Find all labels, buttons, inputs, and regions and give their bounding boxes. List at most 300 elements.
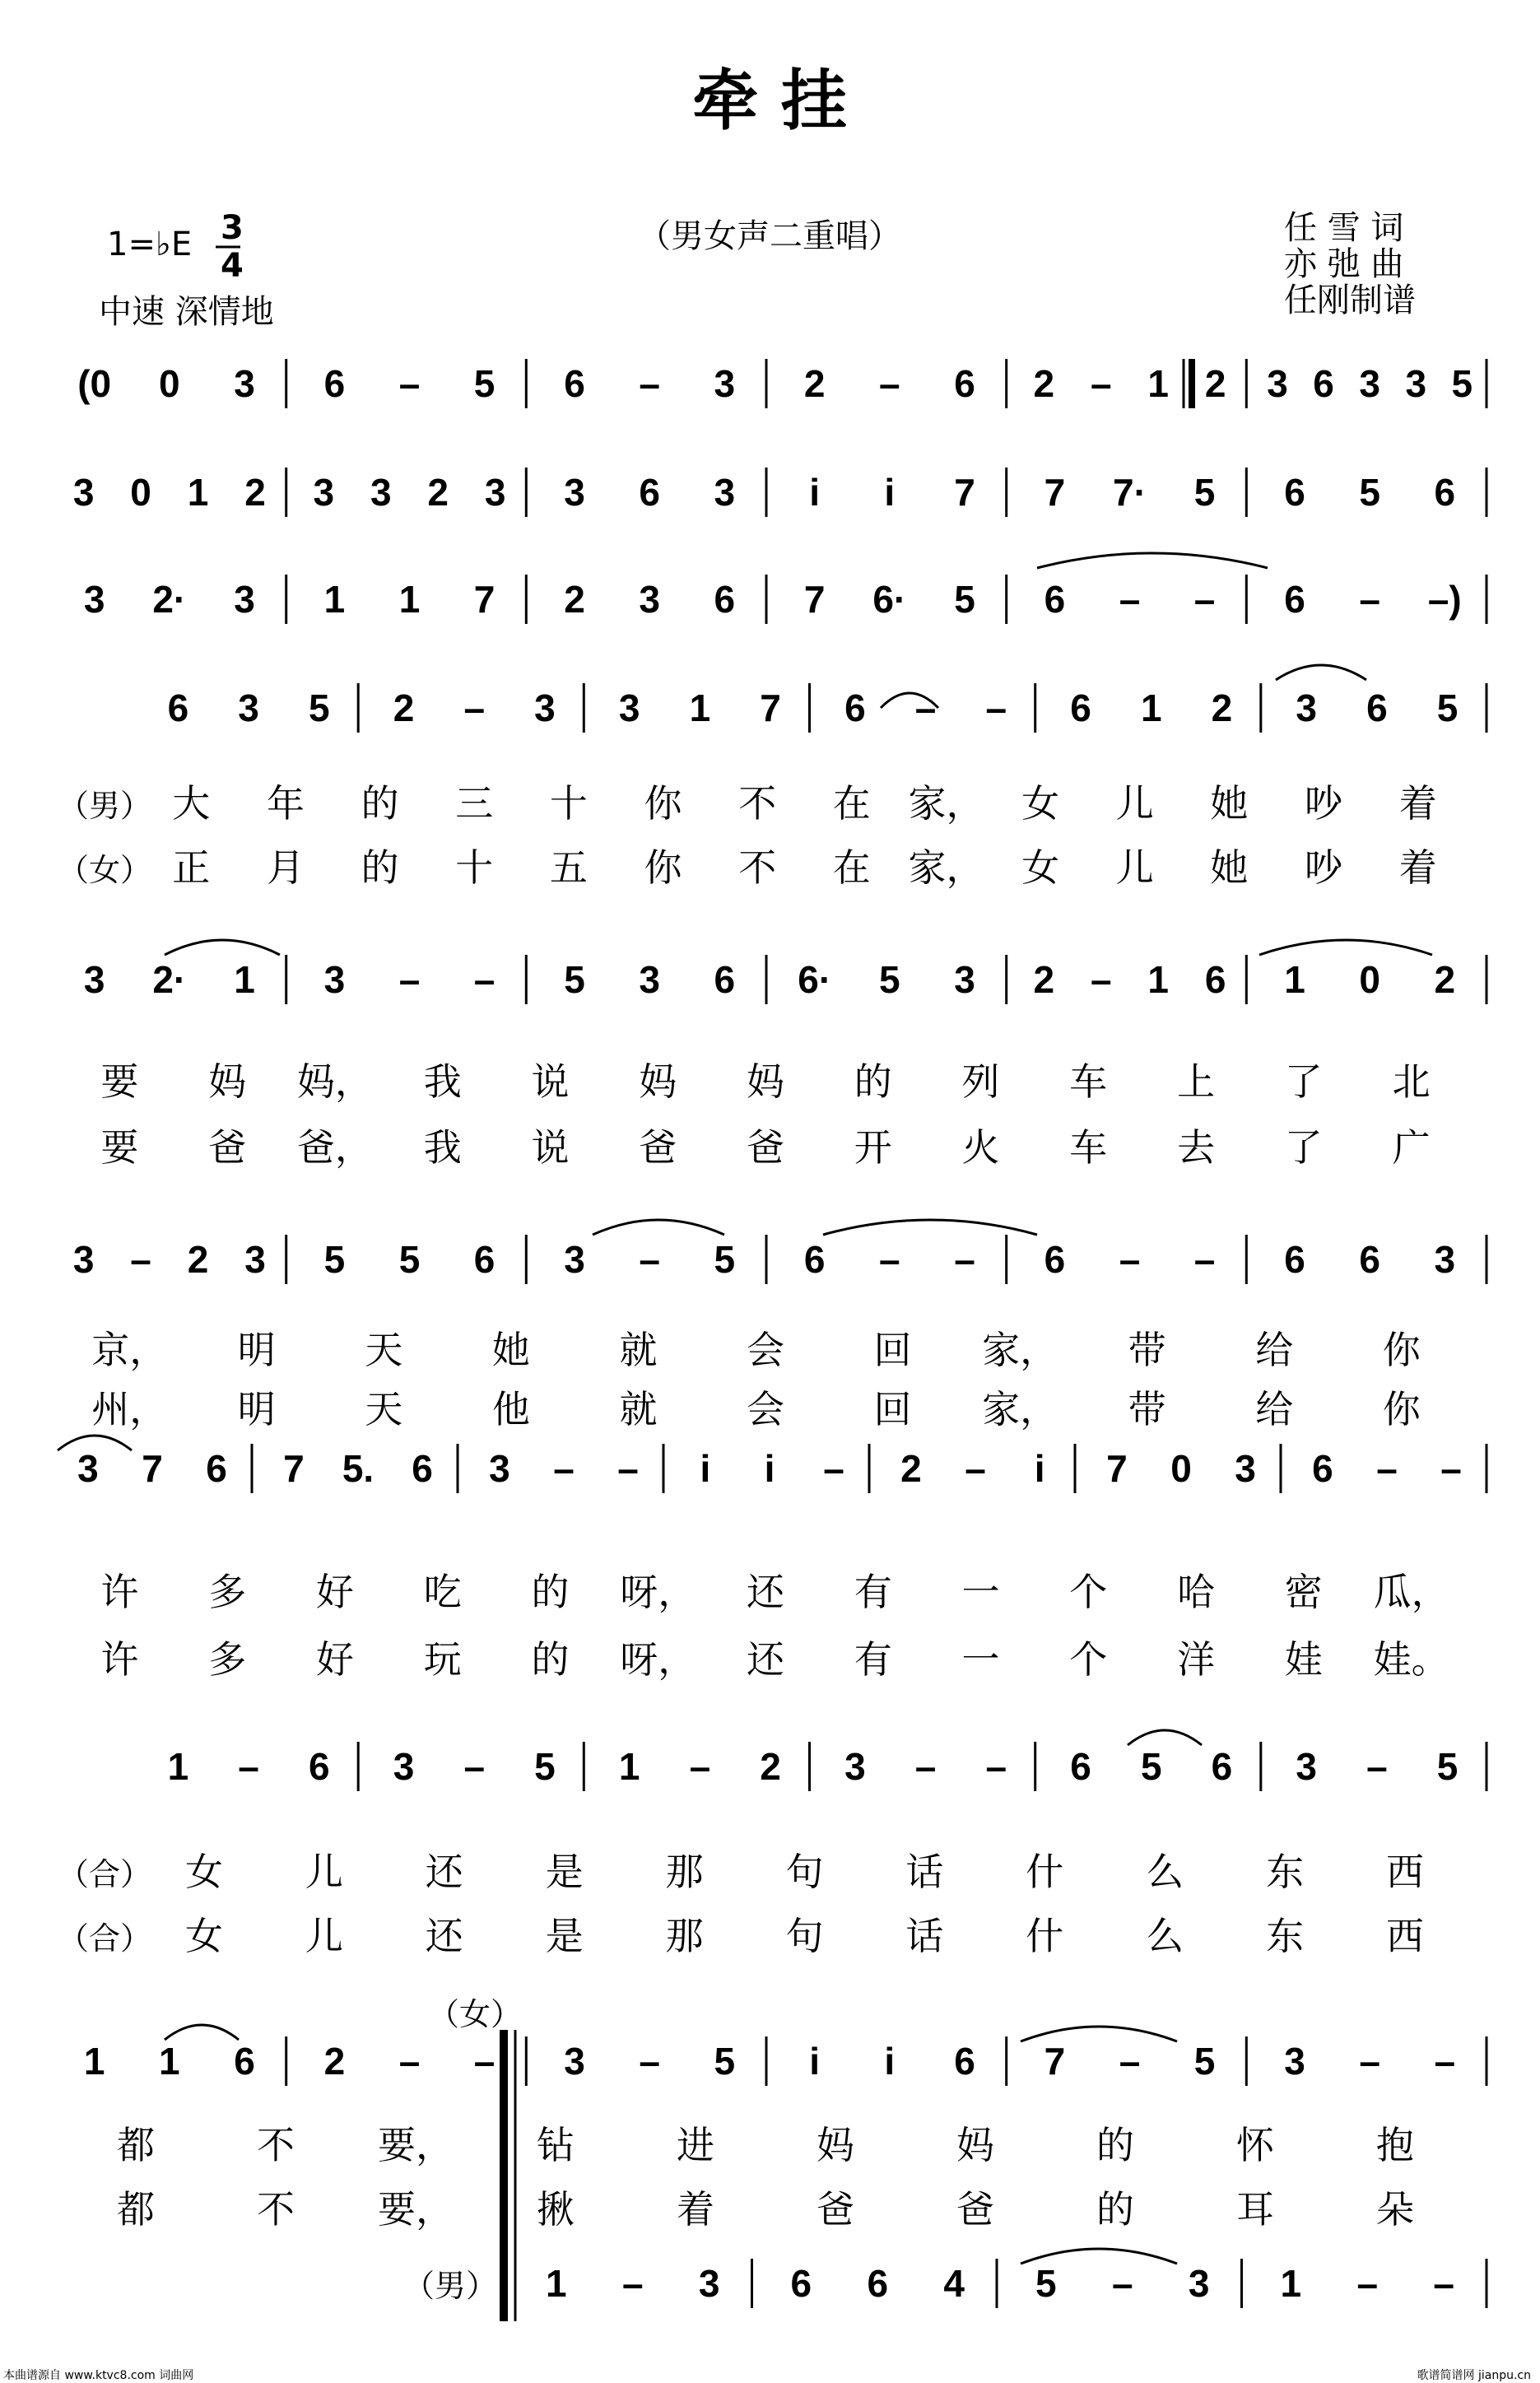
note: 2	[187, 1238, 209, 1281]
lyric-syllable: 东	[1266, 1850, 1305, 1894]
note: 3	[564, 471, 585, 514]
note: 3	[1188, 2262, 1210, 2305]
lyric-syllable: 好	[315, 1570, 354, 1614]
note: 3	[323, 958, 346, 1001]
note: 1	[1284, 958, 1305, 1001]
note: –	[639, 362, 660, 405]
lyric-syllable: 爸	[817, 2187, 854, 2232]
system-7	[77, 1444, 1486, 1682]
lyric-syllable: 在	[832, 781, 871, 826]
note: 1	[323, 578, 346, 621]
note: –	[1193, 578, 1216, 621]
note: 7	[473, 578, 495, 621]
note: –	[1356, 2262, 1379, 2305]
note: 6	[954, 362, 975, 405]
note: –)	[1427, 578, 1462, 621]
lyric-syllable: 年	[267, 781, 305, 826]
lyric-syllable: 朵	[1376, 2187, 1414, 2232]
lyric-syllable: 你	[644, 781, 682, 826]
lyric-syllable: 呀，	[620, 1637, 696, 1682]
system-2	[73, 468, 1486, 517]
system-9	[84, 1996, 1486, 2232]
lyric-syllable: 多	[208, 1637, 247, 1682]
note: 3	[1296, 687, 1317, 729]
lyric-syllable: 还	[747, 1570, 784, 1614]
lyric-syllable: 就	[619, 1387, 658, 1431]
lyric-syllable: 女	[1021, 845, 1060, 890]
song-title: 牵 挂	[692, 62, 847, 139]
lyric-syllable: 许	[100, 1637, 139, 1682]
note: i	[809, 471, 821, 514]
lyric-syllable: 带	[1128, 1328, 1166, 1372]
note: i	[884, 471, 896, 514]
lyric-syllable: 玩	[423, 1637, 462, 1682]
lyric-syllable: 抱	[1376, 2123, 1414, 2167]
part-label: （合）	[58, 1920, 152, 1957]
note: 6	[473, 1238, 495, 1281]
note: 6	[1070, 687, 1091, 729]
system-5	[84, 955, 1486, 1170]
lyric-syllable: 我	[423, 1059, 462, 1104]
lyric-syllable: 的	[361, 781, 399, 826]
lyric-syllable: 你	[1382, 1328, 1421, 1372]
note: 6	[309, 1745, 330, 1788]
lyric-syllable: 吵	[1305, 845, 1342, 890]
lyric-syllable: 西	[1386, 1850, 1424, 1894]
note: 4	[943, 2262, 965, 2305]
note: 6	[1070, 1745, 1091, 1788]
lyric-syllable: 密	[1284, 1570, 1323, 1614]
note: 2	[760, 1745, 781, 1788]
note: –	[879, 1238, 900, 1281]
note: –	[398, 362, 421, 405]
lyric-syllable: 大	[172, 781, 211, 826]
lyric-syllable: 是	[545, 1850, 584, 1894]
note: –	[130, 1238, 151, 1281]
note: 7	[142, 1447, 163, 1490]
lyric-syllable: 女	[1021, 781, 1060, 826]
system-4	[58, 683, 1486, 890]
note: 1	[159, 2040, 180, 2083]
lyric-syllable: 的	[854, 1059, 892, 1104]
lyric-syllable: 月	[267, 845, 305, 890]
note: 2	[427, 471, 449, 514]
note: 6	[639, 471, 660, 514]
lyric-syllable: 的	[1096, 2187, 1134, 2232]
lyric-syllable: 西	[1386, 1914, 1424, 1958]
lyric-syllable: 个	[1069, 1637, 1108, 1682]
note: –	[1112, 2262, 1133, 2305]
note: 0	[130, 471, 151, 514]
note: 5	[714, 1238, 736, 1281]
note: –	[622, 2262, 644, 2305]
note: 3	[1434, 1238, 1456, 1281]
lyric-syllable: 的	[531, 1570, 570, 1614]
note: 3	[1235, 1447, 1256, 1490]
note: 7	[1044, 471, 1066, 514]
note: –	[985, 687, 1007, 729]
lyric-syllable: 耳	[1236, 2187, 1274, 2232]
note: 5	[879, 958, 900, 1001]
note: 2	[1033, 958, 1055, 1001]
note: 3	[844, 1745, 866, 1788]
lyric-syllable: 有	[854, 1637, 892, 1682]
lyric-syllable: 说	[531, 1059, 570, 1104]
note: 6·	[798, 958, 832, 1001]
lyric-syllable: 还	[425, 1914, 463, 1958]
lyric-syllable: 钻	[537, 2123, 575, 2167]
lyric-syllable: 揪	[537, 2187, 575, 2232]
lyric-syllable: 妈	[956, 2123, 994, 2167]
lyric-syllable: 不	[257, 2187, 295, 2232]
lyric-syllable: 要，	[378, 2187, 454, 2232]
slur	[823, 1220, 1037, 1235]
note: 0	[159, 362, 180, 405]
lyric-syllable: 吵	[1305, 781, 1342, 826]
note: 5	[1193, 471, 1216, 514]
note: 5	[564, 958, 585, 1001]
note: –	[1366, 1745, 1388, 1788]
lyric-syllable: 会	[747, 1328, 784, 1372]
lyric-syllable: 许	[100, 1570, 139, 1614]
note: –	[914, 1745, 937, 1788]
note: 5	[473, 362, 495, 405]
lyric-syllable: 他	[491, 1387, 530, 1431]
lyric-syllable: 着	[1398, 781, 1437, 826]
note: –	[463, 1745, 486, 1788]
note: 0	[1170, 1447, 1192, 1490]
note: 5	[1035, 2262, 1057, 2305]
slur	[1259, 940, 1432, 955]
note: 7	[1044, 2040, 1066, 2083]
note: –	[553, 1447, 575, 1490]
note: i	[884, 2040, 896, 2083]
system-3	[84, 575, 1486, 624]
note: 1	[187, 471, 209, 514]
lyric-syllable: 她	[491, 1328, 530, 1372]
lyric-syllable: 呀，	[620, 1570, 696, 1614]
lyric-syllable: 回	[873, 1328, 912, 1372]
system-10	[403, 2259, 1486, 2308]
lyric-syllable: 有	[854, 1570, 892, 1614]
note: –	[985, 1745, 1007, 1788]
note: 3	[234, 578, 255, 621]
note: 6	[564, 362, 585, 405]
note: –	[1359, 2040, 1380, 2083]
note: 3	[564, 1238, 585, 1281]
note: –	[1091, 362, 1112, 405]
lyric-syllable: 天	[365, 1387, 403, 1431]
note: 6	[714, 958, 736, 1001]
note: 3	[393, 1745, 415, 1788]
lyric-syllable: 着	[1398, 845, 1437, 890]
lyric-syllable: 妈	[208, 1059, 247, 1104]
note: 3	[489, 1447, 510, 1490]
lyric-syllable: 儿	[1115, 781, 1154, 826]
lyric-syllable: 天	[365, 1328, 403, 1372]
lyric-syllable: 的	[531, 1637, 570, 1682]
note: 3	[1359, 362, 1380, 405]
note: 6	[844, 687, 866, 729]
lyric-syllable: 的	[1096, 2123, 1134, 2167]
note: 6	[206, 1447, 227, 1490]
note: –	[1119, 578, 1141, 621]
note: 5	[954, 578, 975, 621]
note: 3	[83, 578, 105, 621]
lyric-syllable: 家，	[982, 1328, 1058, 1372]
note: 5	[1141, 1745, 1162, 1788]
lyric-syllable: 都	[117, 2123, 155, 2167]
lyric-syllable: 不	[257, 2123, 295, 2167]
note: 6	[1284, 578, 1305, 621]
note: 3	[1296, 1745, 1317, 1788]
note: 3	[698, 2262, 720, 2305]
lyric-syllable: 家，	[908, 845, 984, 890]
note: 6	[1204, 958, 1226, 1001]
lyric-syllable: 说	[531, 1125, 570, 1170]
lyric-syllable: 明	[237, 1387, 276, 1431]
note: 6	[1044, 578, 1066, 621]
note: 2	[564, 578, 585, 621]
lyric-syllable: 娃	[1284, 1637, 1323, 1682]
lyric-syllable: 女	[185, 1850, 223, 1894]
note: 3	[639, 958, 660, 1001]
lyric-syllable: 给	[1255, 1387, 1294, 1431]
lyric-syllable: 回	[873, 1387, 912, 1431]
system-6	[73, 1235, 1486, 1431]
note: –	[954, 1238, 975, 1281]
note: 1	[618, 1745, 640, 1788]
lyric-syllable: 哈	[1177, 1570, 1216, 1614]
score-systems	[58, 359, 1486, 2321]
note: 3	[1284, 2040, 1305, 2083]
lyric-syllable: 你	[644, 845, 682, 890]
credit-engraver: 任刚制谱	[1284, 282, 1416, 319]
lyric-syllable: 爸	[639, 1125, 677, 1170]
note: 7	[954, 471, 975, 514]
note: 6	[1211, 1745, 1233, 1788]
system-1	[77, 359, 1486, 408]
note: 2	[803, 362, 826, 405]
lyric-syllable: 么	[1146, 1850, 1184, 1894]
note: i	[764, 1447, 775, 1490]
key-signature: 1=♭E	[107, 226, 193, 263]
note: 3	[72, 1238, 95, 1281]
note: 6	[803, 1238, 826, 1281]
lyric-syllable: 我	[423, 1125, 462, 1170]
note: –	[238, 1745, 259, 1788]
note: –	[473, 958, 495, 1001]
lyric-syllable: 什	[1026, 1914, 1064, 1958]
note: 1	[83, 2040, 105, 2083]
lyric-syllable: 娃。	[1373, 1637, 1449, 1682]
note: 3	[244, 1238, 266, 1281]
lyric-syllable: 话	[905, 1850, 944, 1894]
note: 2	[244, 471, 266, 514]
note: 3	[238, 687, 259, 729]
note: 2·	[152, 958, 187, 1001]
lyric-syllable: 十	[549, 781, 588, 826]
lyric-syllable: 十	[455, 845, 494, 890]
lyric-syllable: 你	[1382, 1387, 1421, 1431]
lyric-syllable: 个	[1069, 1570, 1108, 1614]
lyric-syllable: 要	[100, 1125, 139, 1170]
note: 2	[1033, 362, 1055, 405]
note: –	[617, 1447, 639, 1490]
note: –	[823, 1447, 844, 1490]
lyric-syllable: 了	[1284, 1125, 1323, 1170]
note: 2·	[152, 578, 187, 621]
note: 7	[803, 578, 826, 621]
lyric-syllable: 爸	[208, 1125, 247, 1170]
lyric-syllable: 东	[1266, 1914, 1305, 1958]
note: 0	[1359, 958, 1380, 1001]
note: 2	[1434, 958, 1456, 1001]
note: –	[1376, 1447, 1398, 1490]
note: –	[1119, 2040, 1141, 2083]
part-label: （男）	[58, 788, 152, 824]
lyric-syllable: 五	[549, 845, 588, 890]
lyric-syllable: 带	[1128, 1387, 1166, 1431]
lyric-syllable: 还	[425, 1850, 463, 1894]
lyric-syllable: 不	[738, 845, 777, 890]
note: 1	[234, 958, 255, 1001]
lyric-syllable: 京，	[91, 1328, 168, 1372]
part-label-female: （女）	[428, 1996, 523, 2032]
lyric-syllable: 吃	[423, 1570, 462, 1614]
note: 3	[484, 471, 506, 514]
note: 1	[546, 2262, 567, 2305]
note: 5	[323, 1238, 346, 1281]
time-signature-numerator: 3	[221, 209, 244, 247]
note: 6	[867, 2262, 889, 2305]
note: 5	[1451, 362, 1473, 405]
note: 5	[309, 687, 330, 729]
note: 3	[234, 362, 255, 405]
lyric-syllable: 火	[961, 1125, 1000, 1170]
note: 3	[639, 578, 660, 621]
subtitle: （男女声二重唱）	[638, 217, 901, 255]
note: 1	[689, 687, 711, 729]
lyric-syllable: 给	[1255, 1328, 1294, 1372]
note: –	[965, 1447, 986, 1490]
lyric-syllable: 她	[1210, 781, 1249, 826]
note: –	[1091, 958, 1112, 1001]
note: 7	[760, 687, 781, 729]
lyric-syllable: 进	[677, 2123, 714, 2167]
lyric-syllable: 了	[1284, 1059, 1323, 1104]
note: 5	[1436, 687, 1459, 729]
credit-composer: 亦 弛 曲	[1284, 245, 1404, 283]
lyric-syllable: 么	[1146, 1914, 1184, 1958]
note: 6	[1434, 471, 1456, 514]
note: 3	[714, 362, 736, 405]
slur	[1276, 665, 1366, 680]
note: 1	[398, 578, 421, 621]
note: 1	[1147, 362, 1169, 405]
time-signature-denominator: 4	[221, 247, 244, 285]
note: 5	[1436, 1745, 1459, 1788]
lyric-syllable: 明	[237, 1328, 276, 1372]
note: 6	[714, 578, 736, 621]
note: 6	[412, 1447, 433, 1490]
note: –	[639, 1238, 660, 1281]
note: 3	[1405, 362, 1427, 405]
lyric-syllable: 家，	[908, 781, 984, 826]
note: –	[689, 1745, 711, 1788]
note: 6	[323, 362, 346, 405]
part-label: （女）	[58, 852, 152, 888]
note: 6	[1284, 1238, 1305, 1281]
note: 5	[534, 1745, 556, 1788]
note: 6	[1044, 1238, 1066, 1281]
slur	[1037, 553, 1268, 568]
lyric-syllable: 要，	[378, 2123, 454, 2167]
lyric-syllable: 句	[785, 1914, 824, 1958]
lyric-syllable: 妈	[747, 1059, 784, 1104]
note: –	[879, 362, 900, 405]
note: 3	[72, 471, 95, 514]
note: 3	[618, 687, 640, 729]
slur	[1128, 1730, 1202, 1745]
note: i	[809, 2040, 821, 2083]
note: 3	[313, 471, 335, 514]
note: 3	[534, 687, 556, 729]
note: –	[1359, 578, 1380, 621]
note: –	[1434, 2040, 1456, 2083]
lyric-syllable: 那	[665, 1914, 704, 1958]
note: 6	[167, 687, 189, 729]
lyric-syllable: 广	[1392, 1125, 1431, 1170]
note: 1	[167, 1745, 189, 1788]
lyric-syllable: 爸	[747, 1125, 784, 1170]
footer-right: 歌谱简谱网 jianpu.cn	[1417, 2369, 1531, 2382]
note: –	[1119, 1238, 1141, 1281]
note: 6	[954, 2040, 975, 2083]
note: 7	[1106, 1447, 1128, 1490]
lyric-syllable: 好	[315, 1637, 354, 1682]
lyric-syllable: 妈，	[296, 1059, 373, 1104]
note: –	[398, 958, 421, 1001]
lyric-syllable: 着	[677, 2187, 714, 2232]
slur	[165, 2025, 239, 2040]
lyric-syllable: 多	[208, 1570, 247, 1614]
tempo-marking: 中速 深情地	[99, 293, 274, 331]
note: 5	[1193, 2040, 1216, 2083]
lyric-syllable: 一	[961, 1637, 1000, 1682]
note: –	[398, 2040, 421, 2083]
note: 7	[283, 1447, 305, 1490]
note: –	[1440, 1447, 1462, 1490]
note: 6	[790, 2262, 812, 2305]
slur	[165, 940, 280, 955]
lyric-syllable: 都	[117, 2187, 155, 2232]
note: 6	[1313, 362, 1334, 405]
lyric-syllable: 家，	[982, 1387, 1058, 1431]
note: 2	[1211, 687, 1233, 729]
note: 3	[954, 958, 975, 1001]
lyric-syllable: 正	[172, 845, 211, 890]
lyric-syllable: 妈	[817, 2123, 854, 2167]
lyric-syllable: 是	[545, 1914, 584, 1958]
note: 2	[393, 687, 415, 729]
lyric-syllable: 开	[854, 1125, 892, 1170]
note: i	[1034, 1447, 1045, 1490]
note: (0	[77, 362, 112, 405]
lyric-syllable: 州，	[91, 1387, 168, 1431]
note: 5	[398, 1238, 421, 1281]
part-label: （合）	[58, 1856, 152, 1892]
